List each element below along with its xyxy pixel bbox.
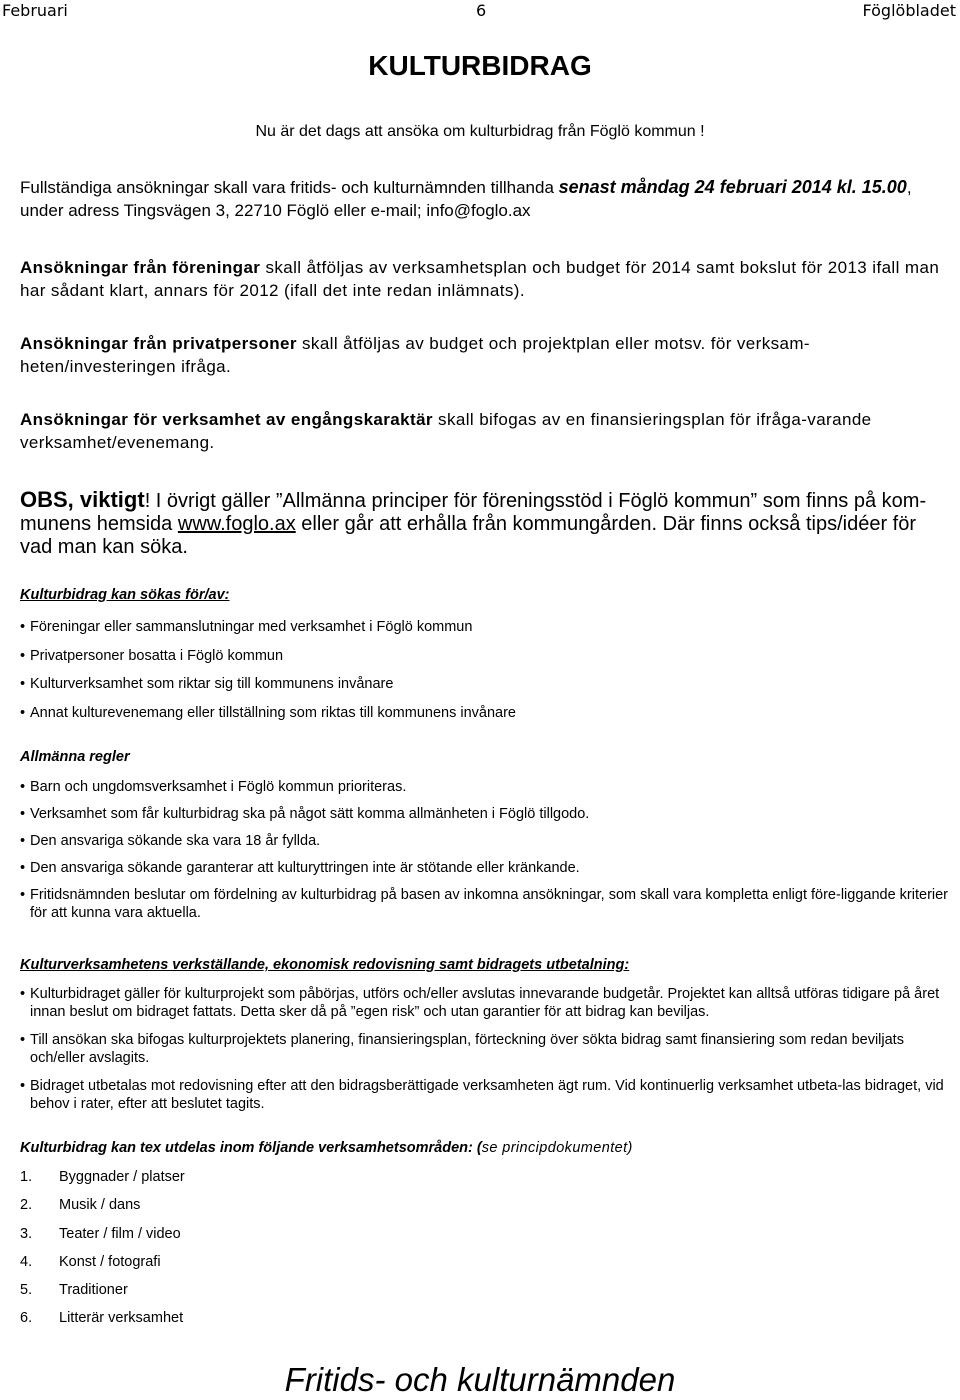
areas-heading-note: se principdokumentet) — [481, 1140, 633, 1156]
website-link[interactable]: www.foglo.ax — [177, 513, 296, 535]
list-item: • Föreningar eller sammanslutningar med verksamhet i Föglö kommun — [20, 618, 950, 636]
item-label: Teater / film / video — [59, 1225, 181, 1242]
obs-label: OBS, viktigt — [20, 487, 145, 512]
list-item: • Till ansökan ska bifogas kulturprojektets planering, finansieringsplan, förteckning över sökta bidrag samt finansiering som redan beviljats och/eller avslagits. — [20, 1031, 950, 1067]
reporting-list — [20, 985, 950, 1113]
list-item — [20, 1225, 185, 1253]
list-item: • Privatpersoner bosatta i Föglö kommun — [20, 647, 950, 665]
list-item: • Verksamhet som får kulturbidrag ska på något sätt komma allmänheten i Föglö tillgodo. — [20, 805, 950, 823]
list-item: • Kulturbidraget gäller för kulturprojekt som påbörjas, utförs och/eller avslutas innevarande budgetår. Projektet kan alltså utföras tidigare på året innan beslut om bidraget fattats. Detta sker då på ”egen risk” och utan garantier för att bidrag kan beviljas. — [20, 985, 950, 1021]
item-number: 6. — [20, 1310, 33, 1327]
item-number: 4. — [20, 1253, 33, 1270]
associations-paragraph — [20, 256, 947, 302]
general-rules-heading: Allmänna regler — [20, 749, 130, 765]
areas-list — [20, 1168, 185, 1338]
areas-heading-text: Kulturbidrag kan tex utdelas inom följande verksamhetsområden: ( — [20, 1140, 482, 1156]
item-label: Musik / dans — [59, 1197, 141, 1214]
list-item — [20, 1309, 185, 1337]
footer-signature: Fritids- och kulturnämnden — [284, 1361, 676, 1398]
list-item: • Fritidsnämnden beslutar om fördelning av kulturbidrag på basen av inkomna ansökningar, som skall vara kompletta enligt före-liggande kriterier för att kunna vara aktuella. — [20, 886, 950, 922]
item-label: Traditioner — [59, 1282, 128, 1299]
item-number: 1. — [20, 1169, 33, 1185]
associations-text: skall åtföljas av verksamhetsplan och budget för 2014 samt bokslut för 2013 ifall man har sådant klart, annars för 2012 (ifall det inte redan inlämnats). — [20, 258, 940, 300]
list-item — [20, 1281, 185, 1309]
item-number: 5. — [20, 1282, 33, 1299]
header-month: Februari — [2, 1, 68, 20]
intro-text: Nu är det dags att ansöka om kulturbidrag från Föglö kommun ! — [255, 123, 705, 140]
obs-paragraph — [20, 488, 947, 559]
deadline-text-1: Fullständiga ansökningar skall vara fritids- och kulturnämnden tillhanda — [20, 178, 559, 197]
item-label: Byggnader / platser — [59, 1169, 185, 1185]
list-item: • Den ansvariga sökande ska vara 18 år fyllda. — [20, 832, 950, 850]
item-number: 3. — [20, 1225, 33, 1242]
list-item — [20, 1168, 185, 1196]
list-item: • Barn och ungdomsverksamhet i Föglö kommun prioriteras. — [20, 778, 950, 796]
obs-text-1: ! I övrigt gäller ”Allmänna principer för föreningsstöd i Föglö kommun” som finns på kom-munens hemsida — [20, 490, 927, 535]
header-page-number: 6 — [476, 1, 487, 20]
item-label: Konst / fotografi — [59, 1253, 161, 1270]
list-item: • Annat kulturevenemang eller tillställning som riktas till kommunens invånare — [20, 704, 950, 722]
deadline-paragraph — [20, 176, 947, 222]
reporting-heading: Kulturverksamhetens verkställande, ekonomisk redovisning samt bidragets utbetalning: — [20, 957, 630, 973]
private-persons-paragraph — [20, 332, 947, 378]
page-header — [0, 0, 960, 24]
one-time-paragraph — [20, 408, 947, 454]
list-item: • Kulturverksamhet som riktar sig till kommunens invånare — [20, 675, 950, 693]
general-rules-list — [20, 778, 950, 922]
list-item — [20, 1196, 185, 1224]
list-item: • Den ansvariga sökande garanterar att kulturyttringen inte är stötande eller kränkande. — [20, 859, 950, 877]
associations-lead: Ansökningar från föreningar — [20, 258, 261, 277]
header-publication: Föglöbladet — [862, 1, 956, 20]
deadline-emphasis: senast måndag 24 februari 2014 kl. 15.00 — [558, 177, 907, 197]
one-time-text: skall bifogas av en finansieringsplan för ifråga-varande verksamhet/evenemang. — [20, 410, 872, 452]
page-title: KULTURBIDRAG — [368, 50, 592, 81]
apply-for-heading: Kulturbidrag kan sökas för/av: — [20, 587, 230, 603]
obs-text-2: eller går att erhålla från kommungården. Där finns också tips/idéer för vad man kan söka. — [20, 513, 917, 558]
areas-heading — [20, 1140, 633, 1156]
list-item — [20, 1253, 185, 1281]
item-label: Litterär verksamhet — [59, 1310, 184, 1327]
one-time-lead: Ansökningar för verksamhet av engångskaraktär — [20, 410, 433, 429]
private-persons-lead: Ansökningar från privatpersoner — [20, 334, 297, 353]
deadline-text-2: , under adress Tingsvägen 3, 22710 Föglö eller e-mail; info@foglo.ax — [20, 178, 912, 220]
list-item: • Bidraget utbetalas mot redovisning efter att den bidragsberättigade verksamheten ägt rum. Vid kontinuerlig verksamhet utbeta-las bidraget, vid behov i rater, efter att beslutet tagits. — [20, 1077, 950, 1113]
item-number: 2. — [20, 1197, 33, 1214]
private-persons-text: skall åtföljas av budget och projektplan eller motsv. för verksam-heten/investeringen ifråga. — [20, 334, 810, 376]
apply-for-list — [20, 618, 950, 722]
